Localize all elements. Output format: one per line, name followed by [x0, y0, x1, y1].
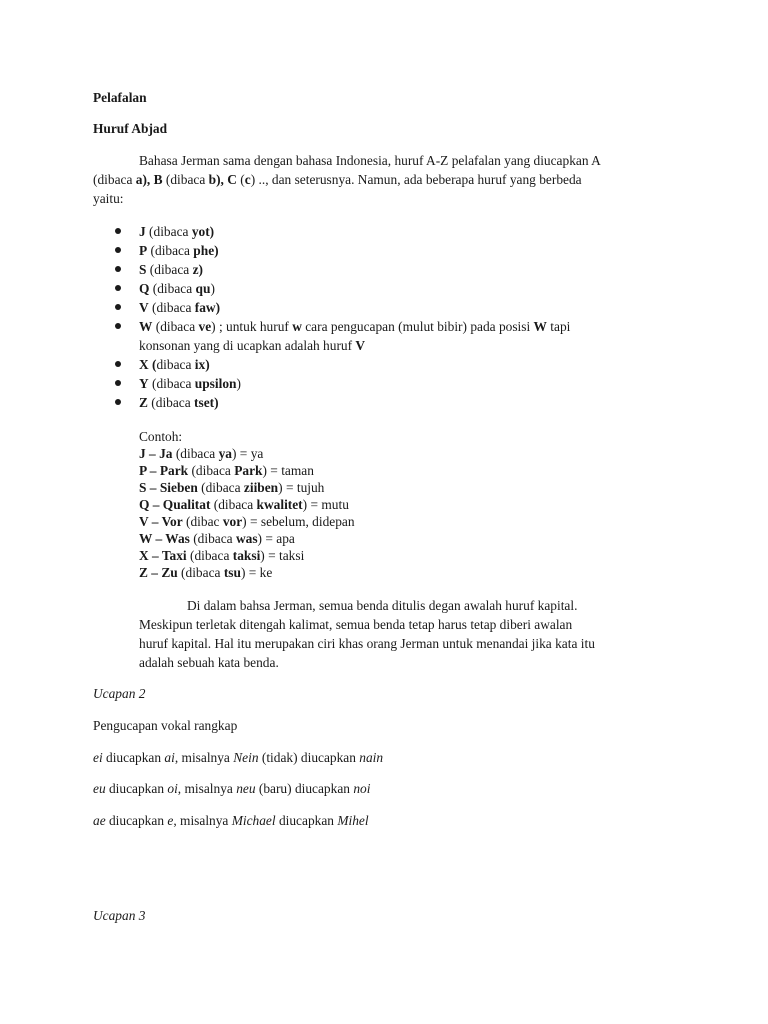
- paragraph-line: Di dalam bahsa Jerman, semua benda ditulis degan awalah huruf kapital.: [187, 598, 578, 613]
- bullet-icon: [115, 223, 123, 231]
- example-row: P – Park (dibaca Park) = taman: [139, 463, 314, 478]
- example-row: Z – Zu (dibaca tsu) = ke: [139, 565, 273, 580]
- list-item: X (dibaca ix): [139, 357, 210, 372]
- subheading: Huruf Abjad: [93, 121, 168, 136]
- vowel-row: ae diucapkan e, misalnya Michael diucapkan Mihel: [93, 813, 369, 828]
- example-row: V – Vor (dibac vor) = sebelum, didepan: [139, 514, 355, 529]
- bullet-icon: [115, 394, 123, 402]
- bullet-icon: [115, 299, 123, 307]
- bullet-icon: [115, 261, 123, 269]
- vowel-row: eu diucapkan oi, misalnya neu (baru) diucapkan noi: [93, 781, 371, 796]
- list-item: P (dibaca phe): [139, 243, 219, 258]
- list-item-w-continued: konsonan yang di ucapkan adalah huruf V: [139, 338, 366, 353]
- bullet-icon: [115, 375, 123, 383]
- section-ucapan-3: Ucapan 3: [93, 908, 146, 923]
- example-row: W – Was (dibaca was) = apa: [139, 531, 295, 546]
- list-item: Y (dibaca upsilon): [139, 376, 241, 391]
- example-row: X – Taxi (dibaca taksi) = taksi: [139, 548, 305, 563]
- bullet-icon: [115, 242, 123, 250]
- vowel-row: ei diucapkan ai, misalnya Nein (tidak) diucapkan nain: [93, 750, 384, 765]
- list-item: Q (dibaca qu): [139, 281, 215, 296]
- example-row: Q – Qualitat (dibaca kwalitet) = mutu: [139, 497, 349, 512]
- paragraph-line: Meskipun terletak ditengah kalimat, semua benda tetap harus tetap diberi awalan: [139, 617, 573, 632]
- list-item: J (dibaca yot): [139, 224, 215, 239]
- list-item: Z (dibaca tset): [139, 395, 219, 410]
- bullet-icon: [115, 356, 123, 364]
- paragraph-line: huruf kapital. Hal itu merupakan ciri khas orang Jerman untuk menandai jika kata itu: [139, 636, 595, 651]
- paragraph-line: adalah sebuah kata benda.: [139, 655, 279, 670]
- list-item-w: W (dibaca ve) ; untuk huruf w cara pengucapan (mulut bibir) pada posisi W tapi: [139, 319, 571, 334]
- vokal-title: Pengucapan vokal rangkap: [93, 718, 238, 733]
- bullet-icon: [115, 318, 123, 326]
- examples-title: Contoh:: [139, 429, 183, 444]
- section-ucapan-2: Ucapan 2: [93, 686, 146, 701]
- example-row: S – Sieben (dibaca ziiben) = tujuh: [139, 480, 325, 495]
- intro-line-1: Bahasa Jerman sama dengan bahasa Indonesia, huruf A-Z pelafalan yang diucapkan A: [139, 153, 601, 168]
- list-item: S (dibaca z): [139, 262, 203, 277]
- bullet-icon: [115, 280, 123, 288]
- intro-line-2: (dibaca a), B (dibaca b), C (c) .., dan seterusnya. Namun, ada beberapa huruf yang berbeda: [93, 172, 582, 187]
- heading: Pelafalan: [93, 90, 147, 105]
- list-item: V (dibaca faw): [139, 300, 221, 315]
- intro-line-3: yaitu:: [93, 191, 124, 206]
- example-row: J – Ja (dibaca ya) = ya: [139, 446, 264, 461]
